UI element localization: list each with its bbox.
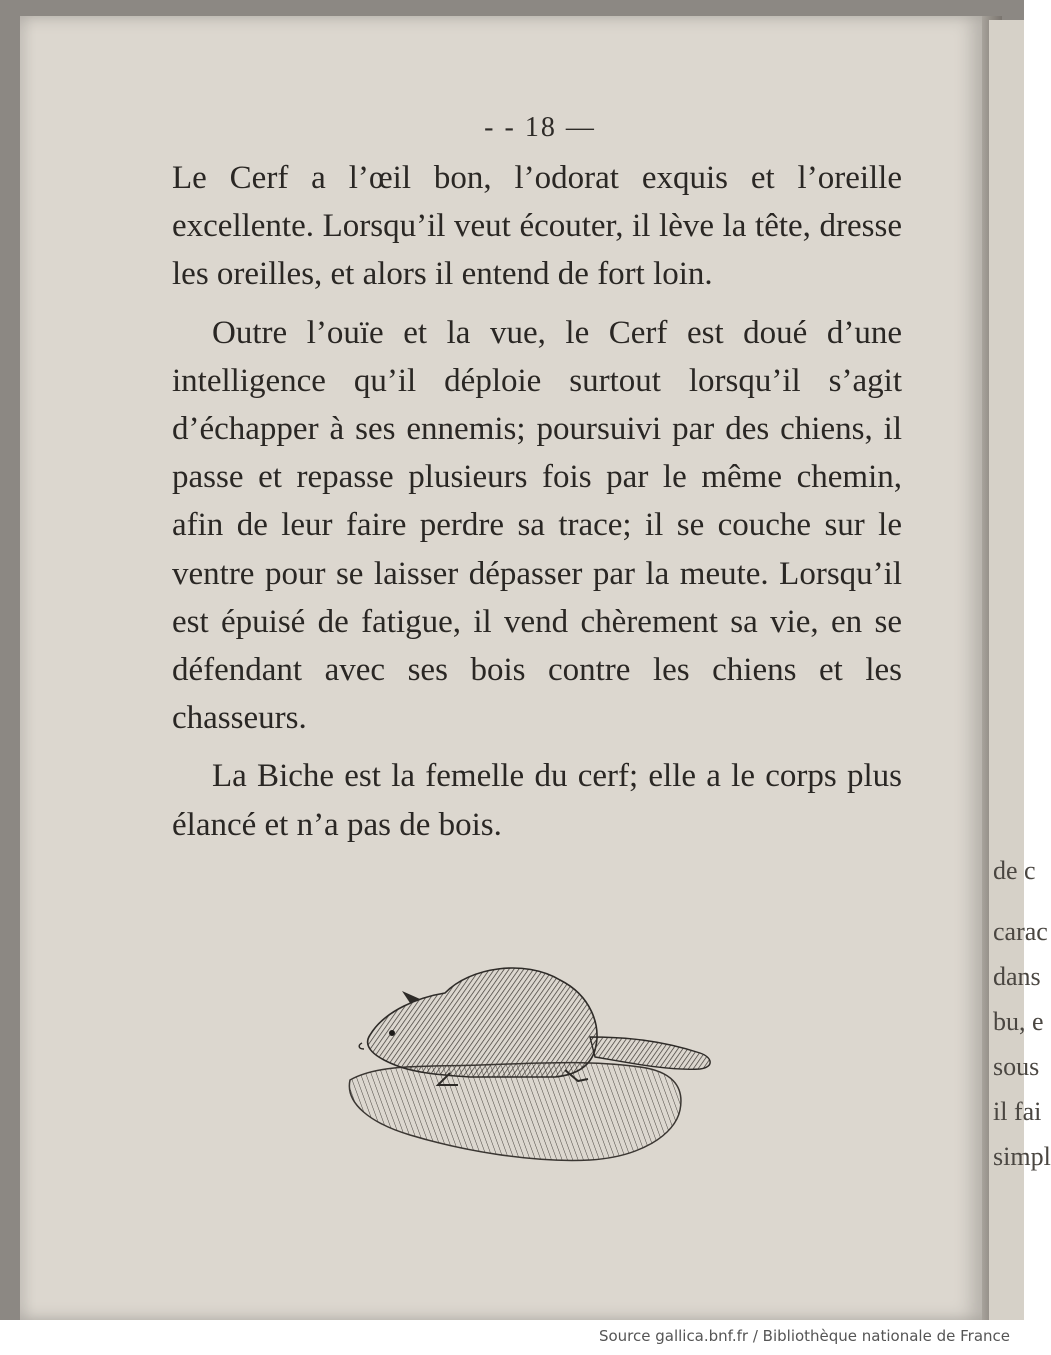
adjacent-page-fragment: sous [993,1052,1040,1081]
adjacent-page-edge [989,20,1051,1320]
paragraph-3: La Biche est la femelle du cerf; elle a le corps plus élancé et n’a pas de bois. [172,758,902,843]
source-credit: Source gallica.bnf.fr / Bibliothèque nationale de France [598,1327,1010,1345]
body-text [172,154,902,859]
marmot-engraving-icon [340,945,730,1165]
paragraph-1: Le Cerf a l’œil bon, l’odorat exquis et l’oreille excellente. Lorsqu’il veut écouter, il lève la tête, dresse les oreilles, et alors il entend de fort loin. [172,160,902,293]
adjacent-page-fragment: bu, e [993,1007,1044,1036]
adjacent-page-fragment: il fai [993,1097,1042,1126]
adjacent-page-fragment: de c [993,856,1036,885]
adjacent-page-fragment: simpl [993,1142,1051,1171]
adjacent-page-fragment: carac [993,917,1048,946]
adjacent-page-fragment: dans [993,962,1041,991]
paragraph-2: Outre l’ouïe et la vue, le Cerf est doué d’une intelligence qu’il déploie surtout lorsqu’il s’agit d’échapper à ses ennemis; poursuivi par des chiens, il passe et repasse plusieurs fois par le même chemin, afin de leur faire perdre sa trace; il se couche sur le ventre pour se laisser dépasser par la meute. Lorsqu’il est épuisé de fatigue, il vend chèrement sa vie, en se défendant avec ses bois contre les chiens et les chasseurs. [172,314,902,737]
page-number: - - 18 — [484,112,596,143]
